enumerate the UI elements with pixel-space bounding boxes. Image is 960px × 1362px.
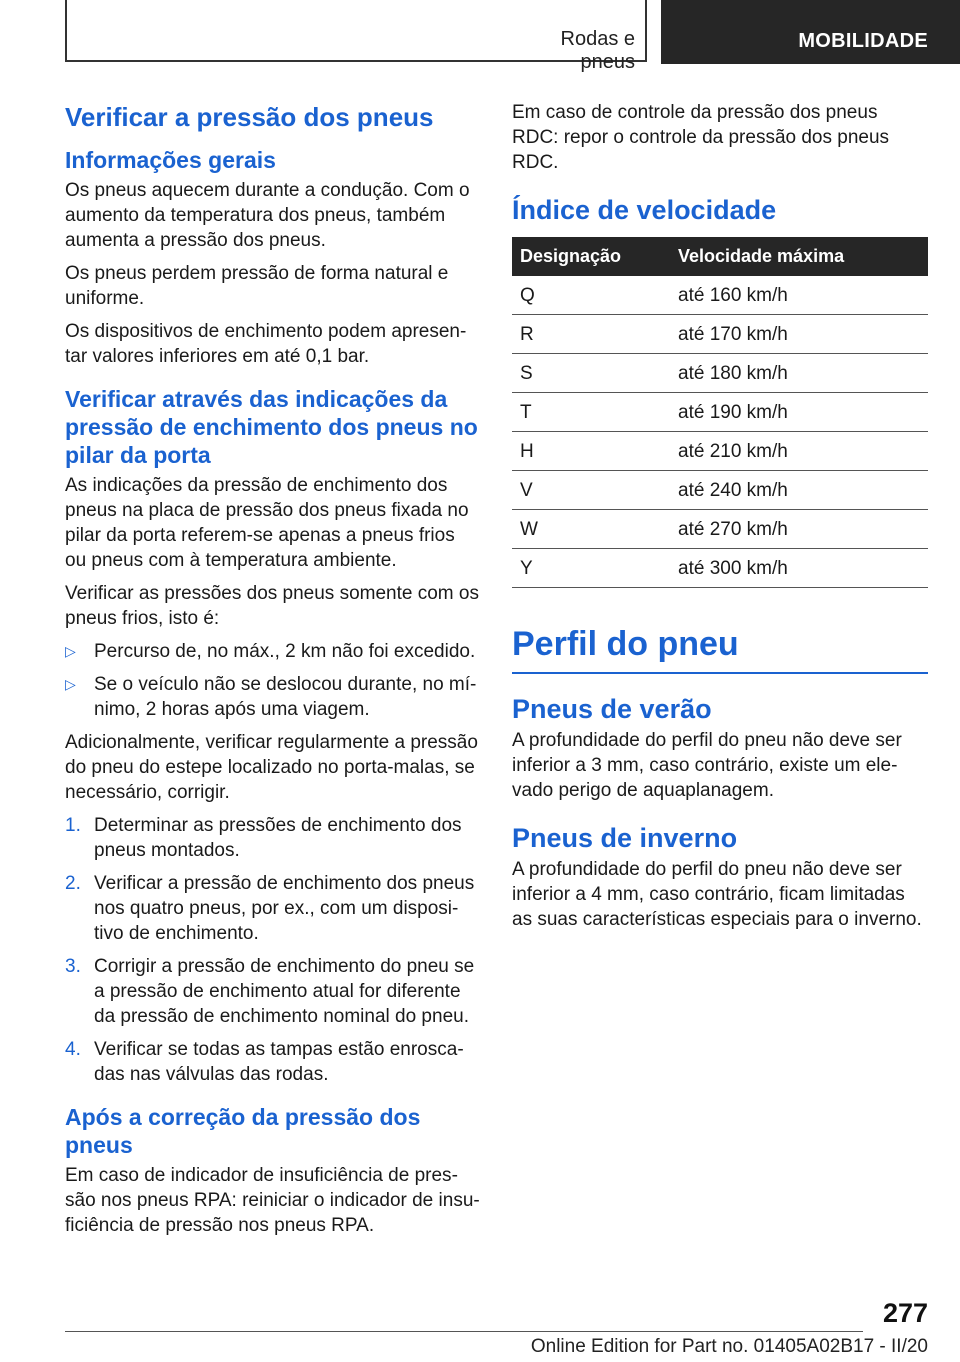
step-number: 2. xyxy=(65,873,81,894)
header-section-title: Rodas e pneus xyxy=(560,28,635,73)
bullet-list xyxy=(65,639,480,722)
list-item xyxy=(65,639,480,664)
step-number: 1. xyxy=(65,815,81,836)
list-item xyxy=(65,672,480,722)
table-cell: até 240 km/h xyxy=(672,471,928,510)
table-row xyxy=(512,549,928,588)
table-row xyxy=(512,432,928,471)
table-row xyxy=(512,315,928,354)
table-header-row xyxy=(512,237,928,276)
heading-tire-profile: Perfil do pneu xyxy=(512,622,928,674)
table-cell: até 180 km/h xyxy=(672,354,928,393)
step-item xyxy=(65,954,480,1029)
triangle-bullet-icon: ▷ xyxy=(65,643,76,659)
heading-speed-index: Índice de velocidade xyxy=(512,195,777,225)
step-text: Corrigir a pressão de enchimento do pneu se a pressão de enchimento atual for diferente da pressão de enchimento nominal do pneu. xyxy=(94,956,475,1027)
column-header: Designação xyxy=(512,237,672,276)
header-chapter-tab: MOBILIDADE xyxy=(661,0,960,64)
paragraph: As indicações da pressão de enchimento dos pneus na placa de pressão dos pneus fixada no pilar da porta referem-se apenas a pneus frios ou pneus com à temperatura ambiente. xyxy=(65,475,469,571)
table-row xyxy=(512,471,928,510)
table-cell: até 300 km/h xyxy=(672,549,928,588)
section-title: Verificar a pressão dos pneus xyxy=(65,102,434,132)
table-cell: até 210 km/h xyxy=(672,432,928,471)
column-header: Velocidade máxima xyxy=(672,237,928,276)
speed-index-table xyxy=(512,237,928,588)
numbered-steps xyxy=(65,813,480,1087)
triangle-bullet-icon: ▷ xyxy=(65,676,76,692)
paragraph: Os pneus perdem pressão de forma natural e uniforme. xyxy=(65,263,449,309)
table-cell: até 170 km/h xyxy=(672,315,928,354)
footer-edition: Online Edition for Part no. 01405A02B17 - II/20 xyxy=(530,1336,928,1357)
heading-winter-tires: Pneus de inverno xyxy=(512,823,738,853)
step-text: Verificar a pressão de enchimento dos pneus nos quatro pneus, por ex., com um dispositivo de enchimento. xyxy=(94,873,475,944)
paragraph: Em caso de indicador de insuficiência de pressão nos pneus RPA: reiniciar o indicador de insuficiência de pressão nos pneus RPA. xyxy=(65,1165,480,1236)
table-cell: até 160 km/h xyxy=(672,276,928,315)
table-cell: até 270 km/h xyxy=(672,510,928,549)
heading-after-correction: Após a correção da pressão dos pneus xyxy=(65,1104,421,1158)
table-cell: até 190 km/h xyxy=(672,393,928,432)
table-cell: Q xyxy=(512,276,672,315)
table-row xyxy=(512,354,928,393)
list-item-text: Se o veículo não se deslocou durante, no mínimo, 2 horas após uma viagem. xyxy=(94,674,477,720)
paragraph: A profundidade do perfil do pneu não deve ser inferior a 4 mm, caso contrário, ficam limitadas as suas características especiais para o inverno. xyxy=(512,859,922,930)
table-cell: V xyxy=(512,471,672,510)
step-item xyxy=(65,813,480,863)
paragraph: Em caso de controle da pressão dos pneus RDC: repor o controle da pressão dos pneus RDC. xyxy=(512,102,890,173)
table-row xyxy=(512,276,928,315)
heading-door-pillar-check: Verificar através das indicações da pressão de enchimento dos pneus no pilar da porta xyxy=(65,386,478,468)
table-cell: Y xyxy=(512,549,672,588)
step-text: Verificar se todas as tampas estão enroscadas nas válvulas das rodas. xyxy=(94,1039,464,1085)
table-cell: R xyxy=(512,315,672,354)
table-cell: W xyxy=(512,510,672,549)
page-number: 277 xyxy=(882,1298,928,1328)
list-item-text: Percurso de, no máx., 2 km não foi excedido. xyxy=(94,641,476,662)
heading-general-info: Informações gerais xyxy=(65,147,276,173)
table-row xyxy=(512,393,928,432)
step-item xyxy=(65,871,480,946)
step-number: 4. xyxy=(65,1039,81,1060)
table-cell: T xyxy=(512,393,672,432)
table-cell: H xyxy=(512,432,672,471)
step-text: Determinar as pressões de enchimento dos pneus montados. xyxy=(94,815,462,861)
paragraph: Os dispositivos de enchimento podem apresentar valores inferiores em até 0,1 bar. xyxy=(65,321,467,367)
step-item xyxy=(65,1037,480,1087)
paragraph: A profundidade do perfil do pneu não deve ser inferior a 3 mm, caso contrário, existe um elevado perigo de aquaplanagem. xyxy=(512,730,902,801)
paragraph: Adicionalmente, verificar regularmente a pressão do pneu do estepe localizado no porta-malas, se necessário, corrigir. xyxy=(65,732,478,803)
paragraph: Verificar as pressões dos pneus somente com os pneus frios, isto é: xyxy=(65,583,479,629)
page-header xyxy=(65,0,960,73)
step-number: 3. xyxy=(65,956,81,977)
left-column xyxy=(65,100,480,1246)
table-cell: S xyxy=(512,354,672,393)
heading-summer-tires: Pneus de verão xyxy=(512,694,712,724)
footer-divider xyxy=(65,1331,863,1332)
table-row xyxy=(512,510,928,549)
right-column xyxy=(512,100,928,940)
paragraph: Os pneus aquecem durante a condução. Com o aumento da temperatura dos pneus, também aumenta a pressão dos pneus. xyxy=(65,180,470,251)
